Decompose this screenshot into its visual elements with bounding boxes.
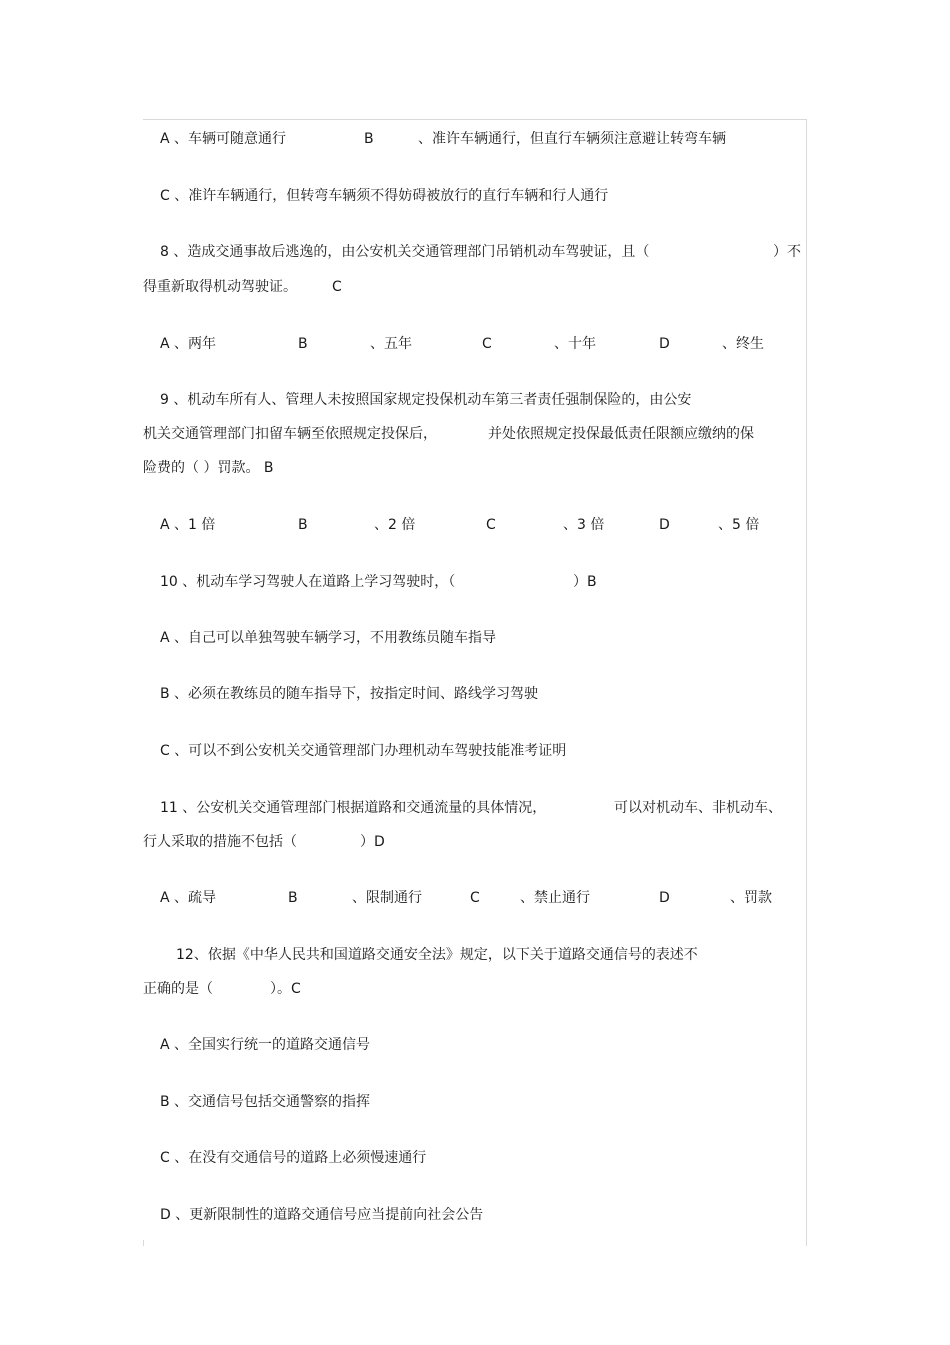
q8-option-c-letter: C — [482, 336, 492, 352]
option-b-text: 、准许车辆通行，但直行车辆须注意避让转弯车辆 — [418, 131, 726, 147]
q9-option-c-letter: C — [486, 517, 496, 533]
frame-top-line — [143, 119, 807, 120]
q9-option-a: A 、1 倍 — [160, 517, 216, 533]
q8-option-b-letter: B — [298, 336, 308, 352]
question-11-line-2: 行人采取的措施不包括（ — [143, 834, 297, 850]
q11-option-d-letter: D — [659, 890, 670, 906]
q8-option-c-text: 、十年 — [554, 336, 596, 352]
question-12-line-2: 正确的是（ — [143, 981, 213, 997]
q9-option-b-letter: B — [298, 517, 308, 533]
q9-option-d-letter: D — [659, 517, 670, 533]
question-10-answer: ）B — [573, 574, 597, 590]
frame-right-line — [806, 119, 807, 1246]
q9-option-b-text: 、2 倍 — [374, 517, 416, 533]
question-9-line-2: 机关交通管理部门扣留车辆至依照规定投保后， — [143, 426, 437, 442]
q11-option-c-letter: C — [470, 890, 480, 906]
q10-option-c: C 、可以不到公安机关交通管理部门办理机动车驾驶技能准考证明 — [160, 743, 567, 759]
question-10: 10 、机动车学习驾驶人在道路上学习驾驶时，（ — [160, 574, 456, 590]
q12-option-c: C 、在没有交通信号的道路上必须慢速通行 — [160, 1150, 427, 1166]
q8-option-d-letter: D — [659, 336, 670, 352]
question-8-line-2: 得重新取得机动驾驶证。 — [143, 279, 297, 295]
question-8-line-1-end: ）不 — [773, 244, 801, 260]
q12-option-d: D 、更新限制性的道路交通信号应当提前向社会公告 — [160, 1207, 484, 1223]
option-c: C 、准许车辆通行，但转弯车辆须不得妨碍被放行的直行车辆和行人通行 — [160, 188, 609, 204]
q8-option-d-text: 、终生 — [722, 336, 764, 352]
q11-option-d-text: 、罚款 — [730, 890, 772, 906]
option-a: A 、车辆可随意通行 — [160, 131, 287, 147]
q10-option-a: A 、自己可以单独驾驶车辆学习，不用教练员随车指导 — [160, 630, 497, 646]
q11-option-c-text: 、禁止通行 — [520, 890, 590, 906]
question-12-answer: ）。C — [270, 981, 301, 997]
question-8-line-1: 8 、造成交通事故后逃逸的，由公安机关交通管理部门吊销机动车驾驶证，且（ — [160, 244, 650, 260]
q12-option-b: B 、交通信号包括交通警察的指挥 — [160, 1094, 371, 1110]
question-11-line-1-end: 可以对机动车、非机动车、 — [614, 800, 782, 816]
q9-option-c-text: 、3 倍 — [563, 517, 605, 533]
question-8-answer: C — [332, 279, 342, 295]
q8-option-b-text: 、五年 — [370, 336, 412, 352]
question-9-line-3: 险费的（ ）罚款。 B — [143, 460, 274, 476]
question-11-line-1: 11 、公安机关交通管理部门根据道路和交通流量的具体情况， — [160, 800, 547, 816]
q11-option-b-text: 、限制通行 — [352, 890, 422, 906]
question-12-line-1: 12、依据《中华人民共和国道路交通安全法》规定，以下关于道路交通信号的表述不 — [176, 947, 698, 963]
frame-left-line — [143, 1240, 144, 1246]
q11-option-a: A 、疏导 — [160, 890, 217, 906]
q8-option-a: A 、两年 — [160, 336, 217, 352]
question-11-answer: ）D — [360, 834, 385, 850]
q10-option-b: B 、必须在教练员的随车指导下，按指定时间、路线学习驾驶 — [160, 686, 539, 702]
q12-option-a: A 、全国实行统一的道路交通信号 — [160, 1037, 371, 1053]
question-9-line-2-end: 并处依照规定投保最低责任限额应缴纳的保 — [488, 426, 754, 442]
q9-option-d-text: 、5 倍 — [718, 517, 760, 533]
option-b-letter: B — [364, 131, 374, 147]
question-9-line-1: 9 、机动车所有人、管理人未按照国家规定投保机动车第三者责任强制保险的，由公安 — [160, 392, 692, 408]
q11-option-b-letter: B — [288, 890, 298, 906]
